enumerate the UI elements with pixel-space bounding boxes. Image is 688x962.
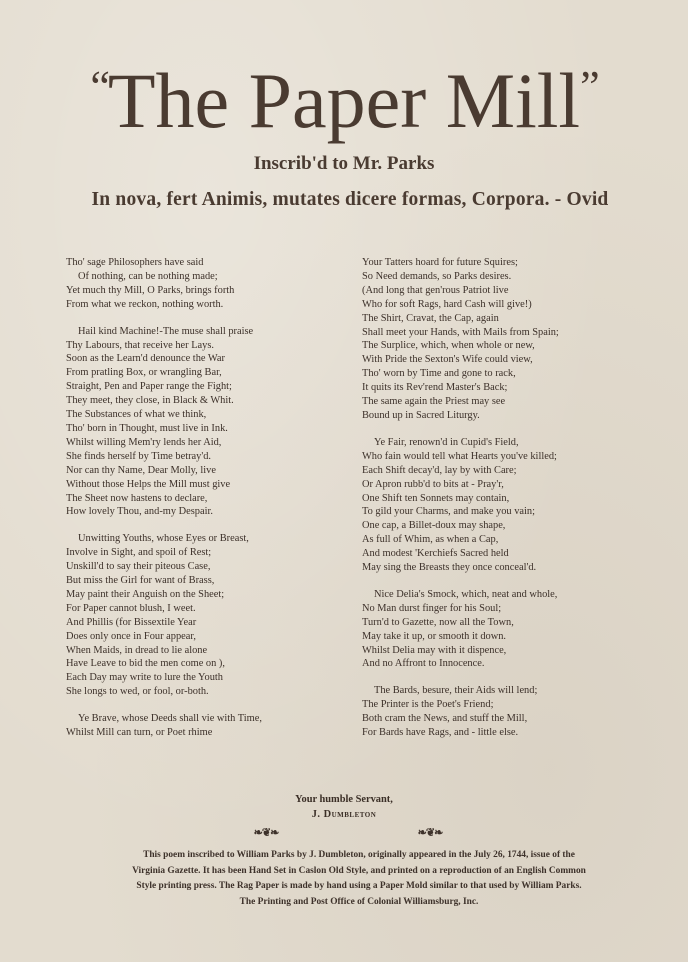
poem-line: May paint their Anguish on the Sheet;: [66, 588, 225, 600]
poem-title: [0, 57, 688, 144]
poem-line: Your Tatters hoard for future Squires;: [362, 257, 518, 268]
stanza-gap: [66, 312, 336, 325]
poem-line: Each Shift decay'd, lay by with Care;: [362, 464, 517, 476]
poem-line: May sing the Breasts they once conceal'd.: [362, 562, 537, 574]
poem-line: One Shift ten Sonnets may contain,: [362, 492, 510, 504]
poem-line: Involve in Sight, and spoil of Rest;: [66, 547, 212, 559]
close-quote: ”: [580, 62, 598, 111]
title-text: The Paper Mill: [107, 57, 581, 144]
printer-ornament-right: ❧❦❧: [417, 827, 443, 839]
poem-line: One cap, a Billet-doux may shape,: [362, 520, 506, 532]
poem-column-left: [66, 256, 336, 740]
stanza-gap: [362, 423, 642, 436]
poem-line: Ye Brave, whose Deeds shall vie with Time,: [78, 713, 262, 725]
open-quote: “: [90, 62, 108, 111]
poem-line: Whilst Delia may with it dispence,: [362, 644, 507, 656]
poem-line: Does only once in Four appear,: [66, 630, 197, 642]
poem-line: Ye Fair, renown'd in Cupid's Field,: [374, 436, 519, 448]
poem-line: May take it up, or smooth it down.: [362, 630, 507, 642]
poem-line: And no Affront to Innocence.: [362, 658, 485, 670]
stanza-gap: [362, 575, 642, 588]
poem-column-right: [362, 256, 642, 740]
poem-line: How lovely Thou, and-my Despair.: [66, 506, 213, 518]
poem-line: Have Leave to bid the men come on ),: [66, 658, 225, 670]
poem-line: It quits its Rev'rend Master's Back;: [362, 382, 508, 394]
poem-line: Nice Delia's Smock, which, neat and whole,: [374, 588, 558, 600]
poem-line: Soon as the Learn'd denounce the War: [66, 353, 225, 365]
poem-line: From what we reckon, nothing worth.: [66, 298, 224, 310]
poem-line: Both cram the News, and stuff the Mill,: [362, 713, 528, 725]
poem-line: Yet much thy Mill, O Parks, brings forth: [66, 284, 235, 296]
poem-line: Bound up in Sacred Liturgy.: [362, 409, 480, 421]
poem-line: Of nothing, can be nothing made;: [78, 270, 218, 282]
poem-line: The Substances of what we think,: [66, 409, 207, 421]
poem-line: She longs to wed, or fool, or-both.: [66, 686, 209, 698]
closing-line: Your humble Servant,: [295, 794, 393, 805]
dedication: Inscrib'd to Mr. Parks: [253, 153, 435, 174]
poem-line: Turn'd to Gazette, now all the Town,: [362, 616, 514, 628]
poem-line: Nor can thy Name, Dear Molly, live: [66, 464, 216, 476]
poem-line: So Need demands, so Parks desires.: [362, 270, 512, 282]
poem-line: From pratling Box, or wrangling Bar,: [66, 367, 222, 379]
poem-line: And modest 'Kerchiefs Sacred held: [362, 548, 509, 560]
poem-line: They meet, they close, in Black & Whit.: [66, 395, 234, 407]
colophon-line: This poem inscribed to William Parks by J. Dumbleton, originally appeared in the July 26, 1744, issue of the: [143, 850, 575, 860]
poem-line: The Bards, besure, their Aids will lend;: [374, 685, 538, 697]
printer-ornament-left: ❧❦❧: [253, 827, 279, 839]
poem-line: The Printer is the Poet's Friend;: [362, 699, 494, 711]
poem-line: To gild your Charms, and make you vain;: [362, 506, 535, 518]
poem-line: The Surplice, which, when whole or new,: [362, 340, 535, 352]
poem-line: And Phillis (for Bissextile Year: [66, 616, 197, 628]
poem-line: Who for soft Rags, hard Cash will give!): [362, 298, 532, 310]
epigraph-motto: In nova, fert Animis, mutates dicere formas, Corpora. - Ovid: [91, 189, 609, 210]
stanza-gap: [66, 519, 336, 532]
poem-line: Or Apron rubb'd to bits at - Pray'r,: [362, 478, 504, 490]
stanza-gap: [362, 671, 642, 684]
poem-line: Unskill'd to say their piteous Case,: [66, 561, 211, 573]
poem-line: Tho' sage Philosophers have said: [66, 257, 204, 268]
author-name: J. Dumbleton: [311, 809, 377, 820]
poem-line: Whilst Mill can turn, or Poet rhime: [66, 727, 213, 739]
colophon-note: [84, 848, 634, 910]
poem-line: Without those Helps the Mill must give: [66, 478, 231, 490]
poem-line: Shall meet your Hands, with Mails from Spain;: [362, 326, 559, 338]
colophon-line: Style printing press. The Rag Paper is made by hand using a Paper Mold similar to that used by William Parks.: [136, 881, 582, 891]
poem-line: Each Day may write to lure the Youth: [66, 672, 223, 684]
poem-line: Hail kind Machine!-The muse shall praise: [78, 325, 254, 337]
poem-line: Who fain would tell what Hearts you've killed;: [362, 450, 557, 462]
poem-line: For Bards have Rags, and - little else.: [362, 727, 519, 739]
poem-line: The same again the Priest may see: [362, 396, 506, 408]
poem-line: She finds herself by Time betray'd.: [66, 450, 212, 462]
poem-line: Straight, Pen and Paper range the Fight;: [66, 381, 232, 393]
poem-line: (And long that gen'rous Patriot live: [362, 284, 509, 296]
poem-line: Tho' worn by Time and gone to rack,: [362, 368, 516, 380]
poem-line: No Man durst finger for his Soul;: [362, 602, 502, 614]
poem-line: But miss the Girl for want of Brass,: [66, 575, 215, 587]
signature-block: [0, 792, 688, 822]
poem-line: The Sheet now hastens to declare,: [66, 492, 208, 504]
poem-line: Unwitting Youths, whose Eyes or Breast,: [78, 533, 249, 545]
poem-line: Tho' born in Thought, must live in Ink.: [66, 422, 228, 434]
poem-line: As full of Whim, as when a Cap,: [362, 534, 499, 546]
poem-line: With Pride the Sexton's Wife could view,: [362, 354, 533, 366]
colophon-line: The Printing and Post Office of Colonial Williamsburg, Inc.: [239, 896, 479, 907]
poem-line: For Paper cannot blush, I weet.: [66, 602, 196, 614]
colophon-line: Virginia Gazette. It has been Hand Set in Caslon Old Style, and printed on a reproduction of an English Common: [132, 865, 586, 876]
poem-line: The Shirt, Cravat, the Cap, again: [362, 312, 499, 324]
poem-line: When Maids, in dread to lie alone: [66, 644, 208, 656]
poem-line: Whilst willing Mem'ry lends her Aid,: [66, 436, 222, 448]
stanza-gap: [66, 699, 336, 712]
poem-line: Thy Labours, that receive her Lays.: [66, 339, 215, 351]
